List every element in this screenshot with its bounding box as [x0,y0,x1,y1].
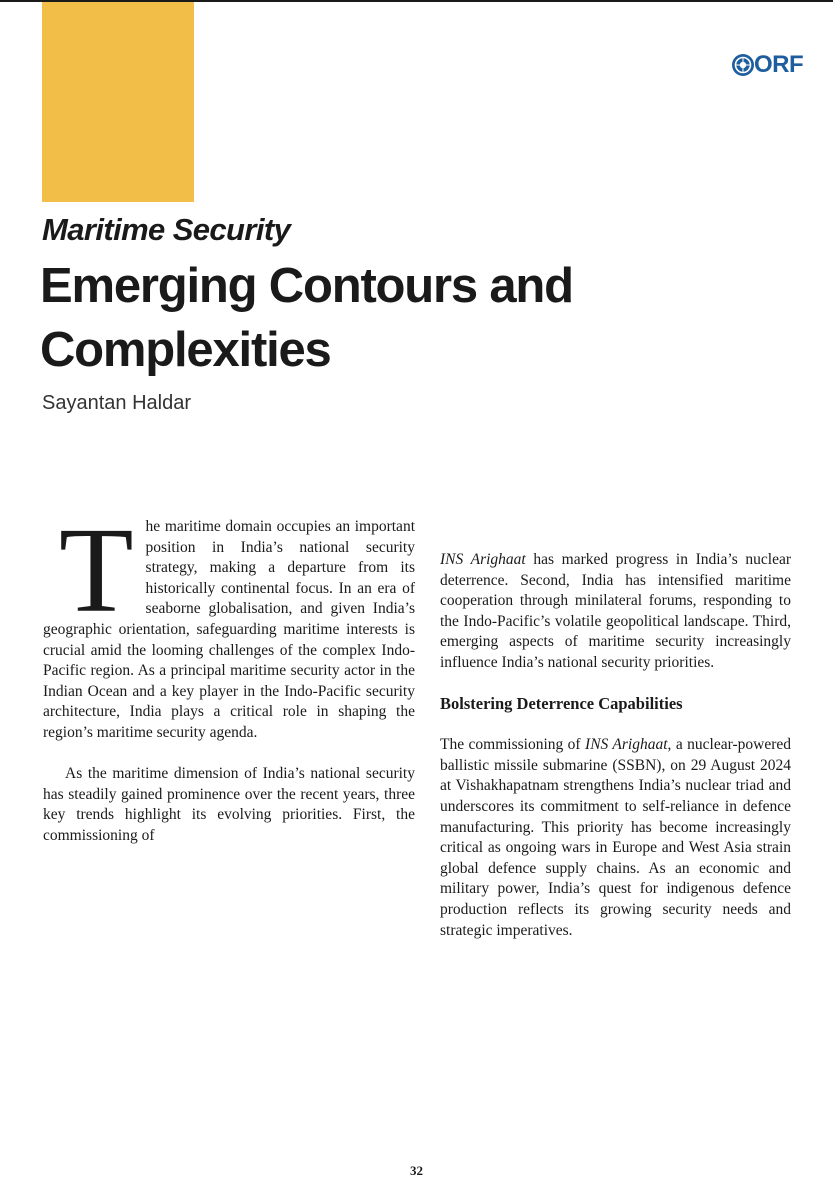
globe-icon [731,53,755,77]
right-column [440,550,791,941]
author-byline: Sayantan Haldar [42,392,191,414]
ship-name-2: INS Arighaat [585,736,668,754]
orf-logo [731,52,803,78]
drop-cap: T [59,503,134,638]
logo-wordmark: ORF [754,51,804,78]
ship-name: INS Arighaat [440,551,526,568]
article-title: Emerging Contours and Complexities [40,259,573,377]
paragraph-3-start: The commissioning of [440,736,586,754]
left-column [43,503,415,847]
paragraph-2-continued-text: has marked progress in India’s nuclear deterrence. Second, India has intensified maritime cooperation through minilateral forums, responding to the Indo-Pacific’s volatile geopolitical landscape. Third, emerging aspects of maritime security increasingly influence India’s national security priorities. [440,551,791,671]
page-number: 32 [410,1163,423,1178]
paragraph-2: As the maritime dimension of India’s national security has steadily gained prominence over the recent years, three key trends highlight its evolving priorities. First, the commissioning of [43,765,415,844]
paragraph-3-rest: , a nuclear-powered ballistic missile submarine (SSBN), on 29 August 2024 at Vishakhapatnam strengthens India’s nuclear triad and underscores its commitment to self-reliance in defence manufacturing. This priority has become increasingly critical as ongoing wars in Europe and West Asia strain global defence supply chains. As an economic and military power, India’s quest for indigenous defence production reflects its growing security needs and strategic imperatives. [440,736,791,939]
intro-paragraph [43,503,415,744]
paragraph-3 [440,735,791,941]
section-heading: Bolstering Deterrence Capabilities [440,693,683,713]
paragraph-2-continued [440,550,791,674]
section-kicker: Maritime Security [42,212,291,247]
accent-color-block [42,2,194,202]
intro-text: he maritime domain occupies an important position in India’s national security strategy, making a departure from its historically continental focus. In an era of seaborne globalisation, and given India’s geographic orientation, safeguarding maritime interests is crucial amid the looming challenges of the complex Indo-Pacific region. As a principal maritime security actor in the Indian Ocean and a key player in the Indo-Pacific security architecture, India plays a critical role in shaping the region’s maritime security agenda. [43,518,415,741]
